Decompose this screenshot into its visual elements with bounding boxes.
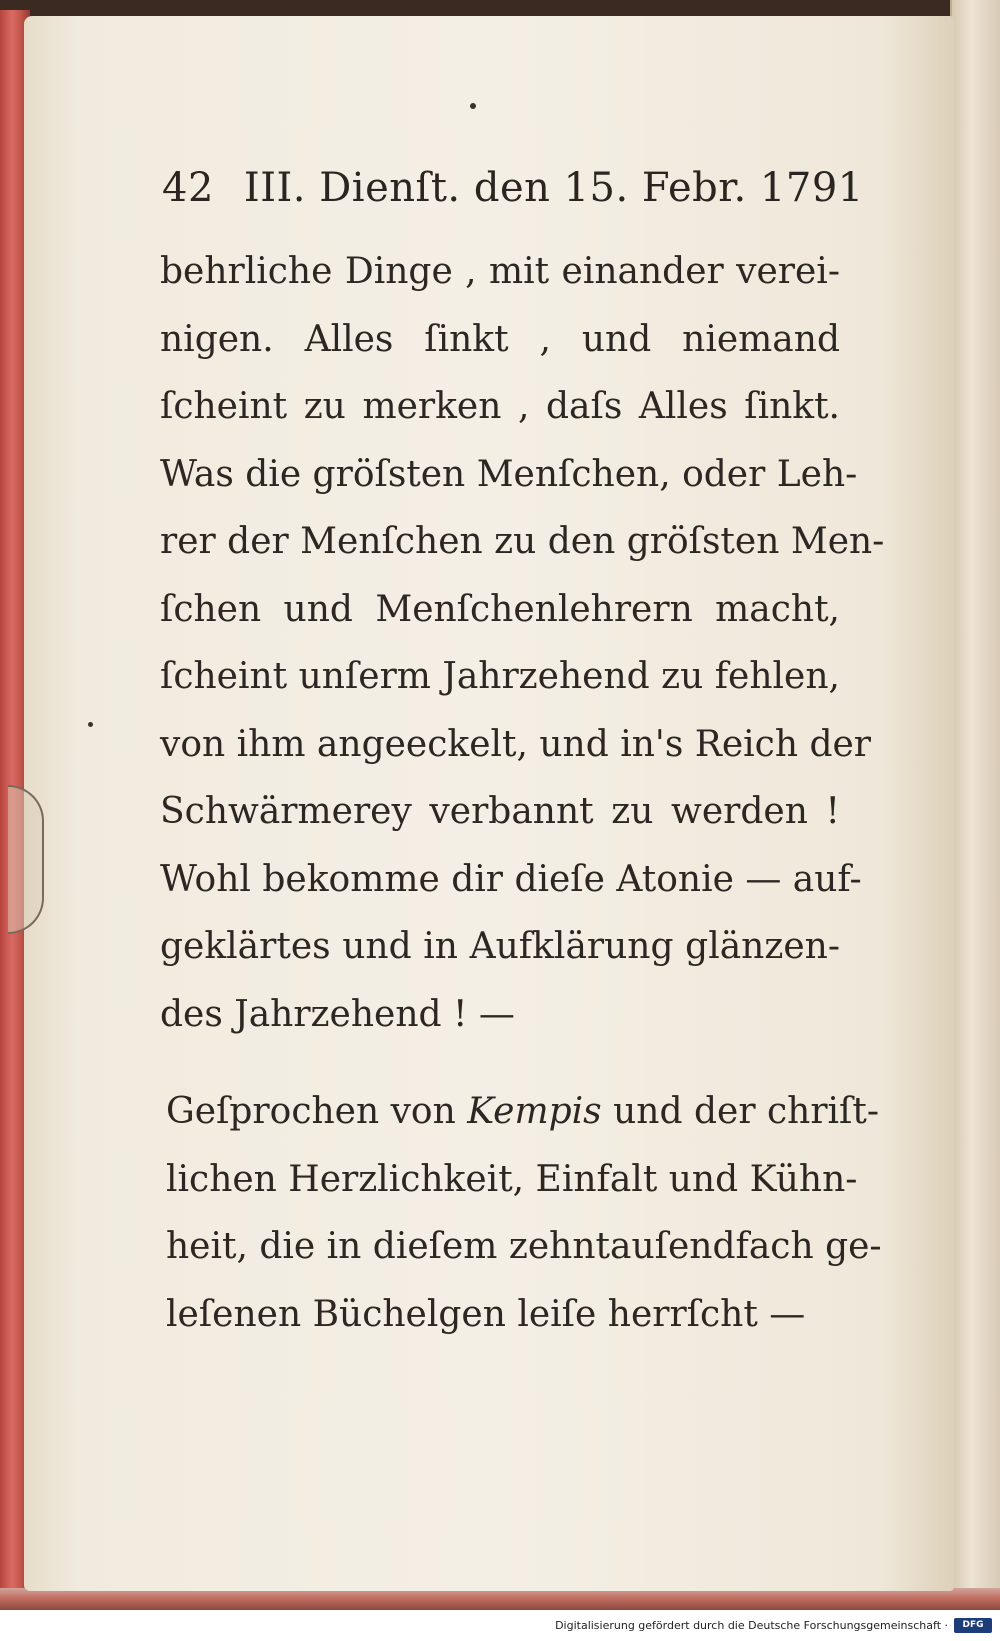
book-edge-right (950, 0, 1000, 1610)
running-header (162, 165, 864, 211)
text-fragment: und der chriſt- (613, 1091, 879, 1132)
text-line: Schwärmerey verbannt zu werden ! (160, 791, 840, 832)
text-line: heit, die in dieſem zehntauſendfach ge- (166, 1226, 882, 1267)
dfg-logo: DFG (954, 1618, 992, 1633)
text-line: rer der Menſchen zu den gröſsten Men- (160, 521, 885, 562)
text-line: des Jahrzehend ! — (160, 993, 515, 1035)
text-line: ſcheint zu merken , daſs Alles ſinkt. (160, 386, 840, 427)
ink-speck (88, 722, 93, 727)
text-line: ſcheint unſerm Jahrzehend zu fehlen, (160, 656, 840, 697)
text-line: nigen. Alles ſinkt , und niemand (160, 318, 840, 360)
text-line: geklärtes und in Aufklärung glänzen- (160, 926, 840, 967)
running-title: III. Dienſt. den 15. Febr. 1791 (243, 165, 864, 211)
text-line: lichen Herzlichkeit, Einfalt und Kühn- (166, 1158, 858, 1200)
text-line: Wohl bekomme dir dieſe Atonie — auf- (160, 858, 862, 900)
text-line: von ihm angeeckelt, und in's Reich der (160, 723, 872, 765)
author-name: Kempis (467, 1091, 602, 1132)
digitization-footer (0, 1610, 1000, 1641)
text-line: Was die gröſsten Menſchen, oder Leh- (160, 453, 858, 495)
text-line (166, 1078, 879, 1146)
page-number: 42 (162, 165, 214, 211)
book-edge-bottom (0, 1588, 1000, 1610)
paragraph-1 (160, 238, 885, 1048)
funding-credit: Digitalisierung gefördert durch die Deutsche Forschungsgemeinschaft · (555, 1619, 948, 1632)
text-line: ſchen und Menſchenlehrern macht, (160, 588, 840, 630)
ink-speck (470, 103, 476, 109)
page-clip (8, 785, 44, 934)
paragraph-2 (166, 1078, 882, 1348)
text-fragment: Geſprochen von (166, 1091, 456, 1132)
text-line: leſenen Büchelgen leiſe herrſcht — (166, 1293, 806, 1335)
text-line: behrliche Dinge , mit einander verei- (160, 251, 840, 292)
